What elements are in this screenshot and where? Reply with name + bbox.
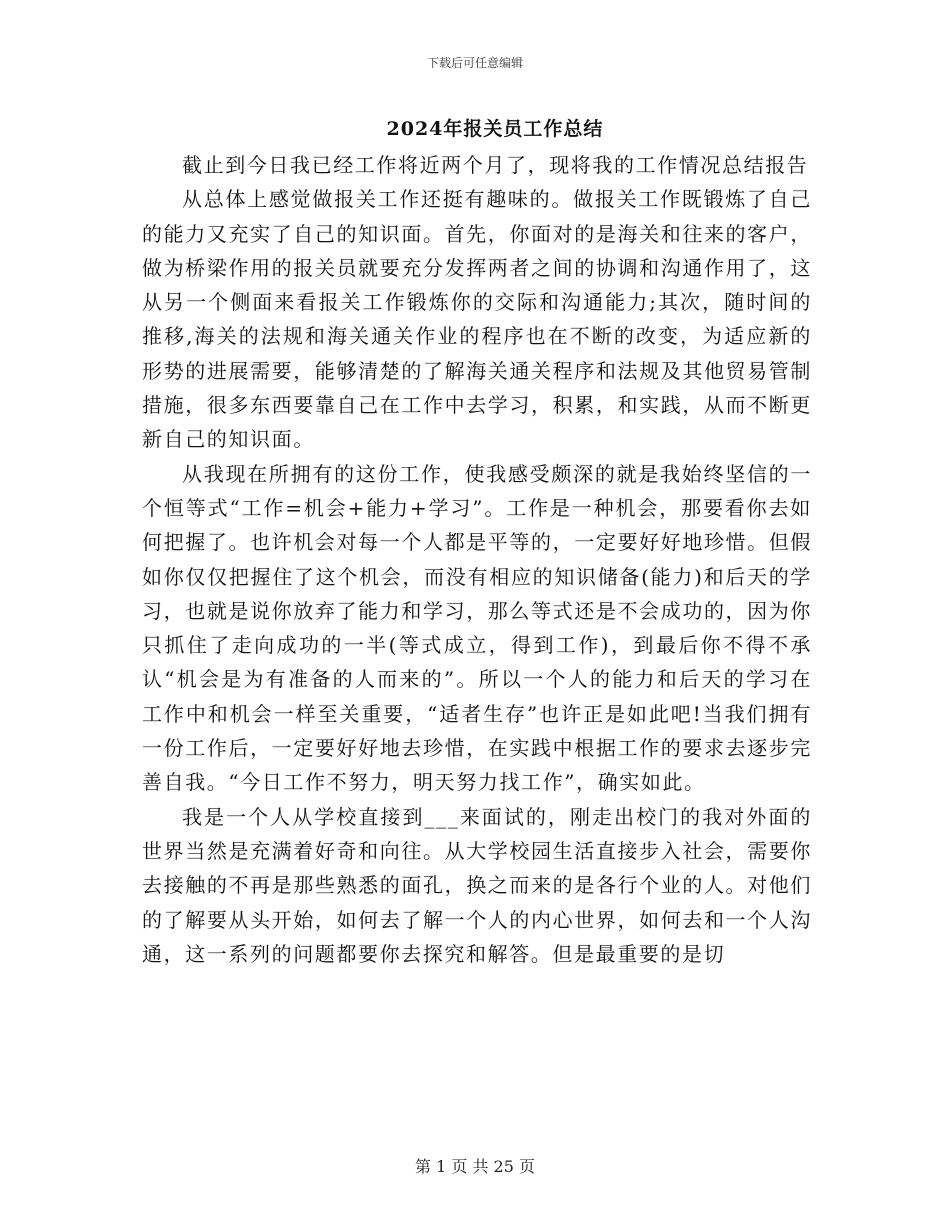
paragraph: 从我现在所拥有的这份工作，使我感受颇深的就是我始终坚信的一个恒等式“工作=机会+能力+学习”。工作是一种机会，那要看你去如何把握了。也许机会对每一个人都是平等的，一定要好好地珍惜。但假如你仅仅把握住了这个机会，而没有相应的知识储备(能力)和后天的学习，也就是说你放弃了能力和学习，那么等式还是不会成功的，因为你只抓住了走向成功的一半(等式成立，得到工作)，到最后你不得不承认“机会是为有准备的人而来的”。所以一个人的能力和后天的学习在工作中和机会一样至关重要，“适者生存”也许正是如此吧!当我们拥有一份工作后，一定要好好地去珍惜，在实践中根据工作的要求去逐步完善自我。“今日工作不努力，明天努力找工作”，确实如此。	[142, 461, 812, 795]
paragraph: 从总体上感觉做报关工作还挺有趣味的。做报关工作既锻炼了自己的能力又充实了自己的知识面。首先，你面对的是海关和往来的客户，做为桥梁作用的报关员就要充分发挥两者之间的协调和沟通作用了，这从另一个侧面来看报关工作锻炼你的交际和沟通能力;其次，随时间的推移,海关的法规和海关通关作业的程序也在不断的改变，为适应新的形势的进展需要，能够清楚的了解海关通关程序和法规及其他贸易管制措施，很多东西要靠自己在工作中去学习，积累，和实践，从而不断更新自己的知识面。	[142, 187, 812, 452]
document-body	[142, 148, 812, 971]
paragraph: 截止到今日我已经工作将近两个月了，现将我的工作情况总结报告	[182, 153, 809, 177]
header-note: 下载后可任意编辑	[426, 56, 523, 70]
document-title: 2024年报关员工作总结	[386, 118, 604, 140]
page-number: 第 1 页 共 25 页	[415, 1157, 535, 1176]
paragraph: 我是一个人从学校直接到___来面试的，刚走出校门的我对外面的世界当然是充满着好奇和向往。从大学校园生活直接步入社会，需要你去接触的不再是那些熟悉的面孔，换之而来的是各行个业的人。对他们的了解要从头开始，如何去了解一个人的内心世界，如何去和一个人沟通，这一系列的问题都要你去探究和解答。但是最重要的是切	[142, 804, 812, 966]
